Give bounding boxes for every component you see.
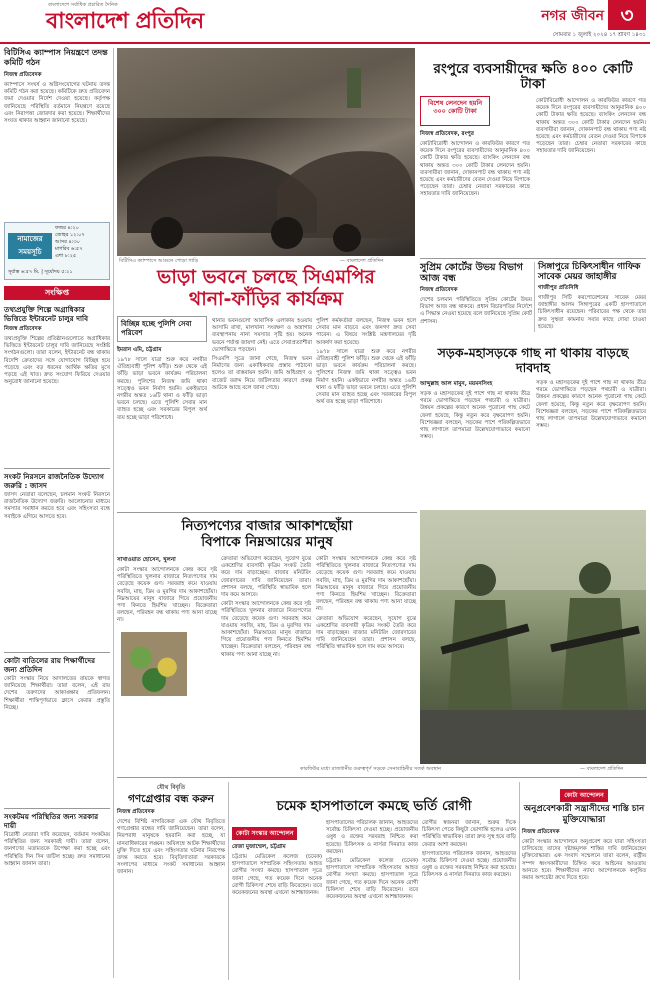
column-divider [113,48,114,978]
divider [117,777,647,778]
story-supreme-court [420,262,532,326]
body-text: চট্টগ্রাম মেডিকেল কলেজ (চমেক) হাসপাতালে সাম্প্রতিক সহিংসতায় আহত রোগীর সংখ্যা কমছে। হাসপাতাল সূত্রে জানা গেছে, গত কয়েক দিনে অনেক রোগী চিকিৎসা শেষে বাড়ি ফিরেছেন। তবে কয়েকজনের অবস্থা এখনো আশঙ্কাজনক। [326,858,418,901]
story-joint-statement [117,782,225,877]
subhead: বিশেষ লেনদেন হয়নি ৩০০ কোটি টাকা [427,99,483,115]
body-text: বিরোধী নেতারা দাবি করেছেন, বর্তমান সংকটময় পরিস্থিতির জন্য সরকারই দায়ী। তারা বলেন, জনগণের মতামতকে উপেক্ষা করা হচ্ছে এবং পরিস্থিতি দিন দিন জটিল হচ্ছে। দ্রুত সমাধানের আহ্বান জানান তারা। [4,832,110,867]
body-text: ১৯৭৮ সালে যাত্রা শুরু করে নগরীর ঐতিহ্যবাহী পুলিশ ফাঁড়ি। শুরু থেকে এই ফাঁড়ি ভাড়া ভবনে কার্যক্রম পরিচালনা করছে। পুলিশের নিজস্ব জমি থাকা সত্ত্বেও ভবন নির্মাণ হয়নি। একইভাবে নগরীর অন্তত ১৬টি থানা ও ফাঁড়ি ভাড়া ভবনে চলছে। এতে পুলিশি সেবার মান ব্যাহত হচ্ছে এবং সরকারের বিপুল অর্থ ব্যয় হচ্ছে ভাড়া পরিশোধে। [316,348,416,406]
hospital-col3 [422,820,516,880]
story-btcsa [4,48,110,125]
kicker: কোটা সংস্কার আন্দোলন [232,827,297,840]
body-text: পুলিশ কর্মকর্তারা বলছেন, নিজস্ব ভবন হলে সেবার মান বাড়বে এবং জনগণ দ্রুত সেবা পাবেন। এ বিষয়ে সংশ্লিষ্ট মন্ত্রণালয়ের দৃষ্টি আকর্ষণ করা হয়েছে। [316,318,416,346]
photo-illustration [420,510,646,764]
body-text: কোটা সংস্কার আন্দোলনে অনুপ্রবেশ করে যারা সহিংসতা চালিয়েছে তাদের দৃষ্টান্তমূলক শাস্তির দাবি জানিয়েছেন মুক্তিযোদ্ধারা। এক সংবাদ সম্মেলনে তারা বলেন, রাষ্ট্রীয় সম্পদ ধ্বংসকারীদের চিহ্নিত করে আইনের আওতায় আনতে হবে। শিক্ষার্থীদের ন্যায্য আন্দোলনকে কলুষিত করার অপচেষ্টা রুখে দিতে হবে। [522,839,646,882]
body-text: গাজীপুর সিটি করপোরেশনের সাবেক মেয়র জাহাঙ্গীর আলম সিঙ্গাপুরের একটি হাসপাতালে চিকিৎসাধীন রয়েছেন। পরিবারের পক্ষ থেকে তার দ্রুত সুস্থতা কামনায় সবার কাছে দোয়া চাওয়া হয়েছে। [538,295,646,330]
story-hospital-headline [232,798,516,814]
divider [117,512,417,513]
headline-line2: বিপাকে নিম্নআয়ের মানুষ [201,534,333,550]
subhead-box [420,96,490,126]
cmp-highlight-box [117,316,207,342]
headline: গণগ্রেপ্তার বন্ধ করুন [128,793,214,805]
headline-line1: নিত্যপণ্যের বাজার আকাশছোঁয়া [181,518,353,534]
story-cmp-headline [117,266,415,310]
headline: সংকটময় পরিস্থিতির জন্য সরকার দায়ী [4,812,99,830]
body-text: তথ্যপ্রযুক্তি শিল্পের প্রতিষ্ঠানগুলোতে অগ্রাধিকার ভিত্তিতে ইন্টারনেট চালুর দাবি জানিয়েছে সংশ্লিষ্ট সংগঠনগুলো। তারা বলেন, ইন্টারনেট বন্ধ থাকায় বিদেশি ক্রেতাদের সঙ্গে যোগাযোগ বিচ্ছিন্ন হয়ে পড়েছে এবং বড় ধরনের আর্থিক ক্ষতির মুখে পড়ছে এই খাত। দ্রুত সংযোগ ফিরিয়ে দেওয়ার অনুরোধ জানানো হয়েছে। [4,336,110,386]
market-col1 [117,556,217,625]
brief-crisis [4,812,110,868]
byline: নিজস্ব প্রতিবেদক [117,809,155,815]
soldiers-photo [420,510,646,764]
photo-illustration [117,48,415,256]
photo-caption: বিটিসিএ ক্যাম্পাসে আগুনে পোড়া গাড়ি [119,258,199,264]
tree-col2 [536,380,646,430]
headline-line2: থানা-ফাঁড়ির কার্যক্রম [188,288,344,310]
body-text: কোটাবিরোধী আন্দোলন ও কারফিউর কারণে গত কয়েক দিনে রংপুরের ব্যবসায়ীদের আনুমানিক ৪০০ কোটি টাকার ক্ষতি হয়েছে। ব্যাংকিং লেনদেন বন্ধ থাকায় অন্তত ৩০০ কোটি টাকার লেনদেন হয়নি। ব্যবসায়ীরা জানান, দোকানপাট বন্ধ থাকায় পণ্য নষ্ট হয়েছে এবং কর্মচারীদের বেতন দেওয়া নিয়ে বিপাকে পড়েছেন তারা। চেম্বার নেতারা সরকারের কাছে সহায়তার দাবি জানিয়েছেন। [420,141,530,198]
body-text: জাসদ নেতারা বলেছেন, চলমান সংকট নিরসনে রাজনৈতিক উদ্যোগ জরুরি। আলোচনার মাধ্যমে সমস্যার সমাধান করতে হবে এবং সহিংসতা বন্ধে সবাইকে এগিয়ে আসতে হবে। [4,492,110,520]
body-text: রোগীর স্বজনরা জানান, শুরুর দিকে চিকিৎসা পেতে কিছুটা ভোগান্তি হলেও এখন পরিস্থিতি স্বাভাবিক। তারা দ্রুত সুস্থ হয়ে বাড়ি ফেরার আশা করছেন। [422,820,516,848]
kicker: যৌথ বিবৃতি [156,784,186,791]
headline: রংপুরে ব্যবসায়ীদের ক্ষতি ৪০০ কোটি টাকা [433,61,633,92]
byline: রেজা মুজাম্মেল, চট্টগ্রাম [232,844,286,850]
prayer-table [55,225,85,260]
prayer-label: নামাজের সময়সূচি [8,233,52,259]
body-text: ক্রেতারা অভিযোগ করেছেন, সুযোগ বুঝে একশ্রেণির ব্যবসায়ী কৃত্রিম সংকট তৈরি করে দাম বাড়াচ্ছেন। বাজার মনিটরিং জোরদারের দাবি জানিয়েছেন তারা। প্রশাসন বলছে, পরিস্থিতি স্বাভাবিক হলে দাম কমে আসবে। [221,556,311,599]
section-name: নগর জীবন [541,8,604,24]
byline: আব্দুল্লাহ আল মামুন, ময়মনসিংহ [420,381,493,387]
byline: সাখাওয়াত হোসেন, খুলনা [117,557,176,563]
brief-ict [4,305,110,386]
cmp-col1 [117,346,207,422]
kicker: কোটা আন্দোলন [560,789,608,802]
headline: তথ্যপ্রযুক্তি শিল্পে অগ্রাধিকার ভিত্তিতে ইন্টারনেট চালুর দাবি [4,305,89,323]
body-text: ১৯৭৮ সালে যাত্রা শুরু করে নগরীর ঐতিহ্যবাহী পুলিশ ফাঁড়ি। শুরু থেকে এই ফাঁড়ি ভাড়া ভবনে কার্যক্রম পরিচালনা করছে। পুলিশের নিজস্ব জমি থাকা সত্ত্বেও ভবন নির্মাণ হয়নি। একইভাবে নগরীর অন্তত ১৬টি থানা ও ফাঁড়ি ভাড়া ভবনে চলছে। এতে পুলিশি সেবার মান ব্যাহত হচ্ছে এবং সরকারের বিপুল অর্থ ব্যয় হচ্ছে ভাড়া পরিশোধে। [117,357,207,421]
headline: কোটা বাতিলের রায় শিক্ষার্থীদের জন্য প্রতিদিন [4,656,96,674]
byline: নিজস্ব প্রতিবেদক [4,326,42,332]
masthead [0,0,650,44]
body-text: সড়ক ও মহাসড়কের দুই পাশে গাছ না থাকায় তীব্র গরমে ভোগান্তিতে পড়ছেন পথচারী ও যাত্রীরা। উন্নয়ন প্রকল্পের কারণে অনেক পুরোনো গাছ কেটে ফেলা হয়েছে, কিন্তু নতুন করে বৃক্ষরোপণ হয়নি। বিশেষজ্ঞরা বলছেন, সড়কের পাশে পরিকল্পিতভাবে গাছ লাগালে তাপমাত্রা উল্লেখযোগ্যভাবে কমানো সম্ভব। [536,380,646,430]
body-text: কোটা সংস্কার আন্দোলনকে কেন্দ্র করে সৃষ্ট পরিস্থিতিতে খুলনার বাজারে নিত্যপণ্যের দাম বেড়েছে কয়েক গুণ। সরবরাহ কমে যাওয়ায় সবজি, মাছ, ডিম ও মুরগির দাম আকাশছোঁয়া। নিম্নআয়ের মানুষ বাজারে গিয়ে প্রয়োজনীয় পণ্য কিনতে হিমশিম খাচ্ছেন। বিক্রেতারা বলছেন, পরিবহন বন্ধ থাকায় পণ্য আনা যাচ্ছে না। [316,556,416,613]
body-text: হাসপাতালের পরিচালক জানান, আহতদের সর্বোচ্চ চিকিৎসা দেওয়া হচ্ছে। প্রয়োজনীয় ওষুধ ও রক্তের সরবরাহ নিশ্চিত করা হয়েছে। চিকিৎসক ও নার্সরা দিনরাত কাজ করছেন। [422,850,516,879]
byline: নিজস্ব প্রতিবেদক, রংপুর [420,131,474,137]
prayer-schedule [4,222,110,280]
headline: অনুপ্রবেশকারী সন্ত্রাসীদের শাস্তি চান মুক্তিযোদ্ধারা [523,804,645,825]
vegetables-photo [121,632,187,696]
story-rangpur-col1 [420,130,530,199]
byline: গাজীপুর প্রতিনিধি [538,285,579,291]
dateline: সোমবার ১ জুলাই ২০২৪ ১৭ শ্রাবণ ১৪৩১ [552,32,646,38]
column-divider [228,782,229,980]
story-singapore [538,262,646,331]
body-text: দেশের চলমান পরিস্থিতিতে সুপ্রিম কোর্টের উভয় বিভাগ আজ বন্ধ থাকবে। প্রধান বিচারপতির নির্দেশে এ সিদ্ধান্ত নেওয়া হয়েছে বলে জানিয়েছে সুপ্রিম কোর্ট প্রশাসন। [420,297,532,325]
hospital-col1 [232,820,322,897]
headline: বিটিসিএ ক্যাম্পাস নিয়ন্ত্রণে তদন্ত কমিটি গঠন [4,48,108,67]
body-text: সিএমপি সূত্রে জানা গেছে, নিজস্ব ভবন নির্মাণের জন্য একাধিকবার প্রস্তাব পাঠানো হলেও তা বাস্তবায়ন হয়নি। জমি অধিগ্রহণ ও বাজেট বরাদ্দ নিয়ে জটিলতার কারণে প্রকল্প আটকে আছে বলে জানা গেছে। [212,356,312,391]
headline: চমেক হাসপাতালে কমছে ভর্তি রোগী [276,798,472,814]
story-freedom-fighters [522,782,646,882]
brief-quota-verdict [4,656,110,712]
prayer-footnote: সূর্যাস্ত ৬:৫৭ মি. | সূর্যোদয় ৫:২১ [8,269,73,275]
body-text: ক্যাম্পাসে সংঘর্ষ ও অগ্নিসংযোগের ঘটনায় তদন্ত কমিটি গঠন করা হয়েছে। কমিটিকে দ্রুত প্রতিবেদন জমা দেওয়ার নির্দেশ দেওয়া হয়েছে। কর্তৃপক্ষ জানিয়েছে পরিস্থিতি বর্তমানে নিয়ন্ত্রণে রয়েছে এবং নিরাপত্তা জোরদার করা হয়েছে। শিক্ষার্থীদের সংযত থাকার আহ্বান জানানো হয়েছে। [4,82,110,125]
headline: সংকট নিরসনে রাজনৈতিক উদ্যোগ জরুরি : জাসদ [4,472,104,490]
cmp-col2 [212,318,312,392]
page-number: ৩ [608,0,646,30]
byline: নিজস্ব প্রতিবেদক [522,829,560,835]
headline: সিঙ্গাপুরে চিকিৎসাধীন গাফিক সাবেক মেয়র জাহাঙ্গীর [538,262,641,282]
prayer-row: ফজর ৪:২০ [55,225,79,231]
body-text: কোটা সংস্কার আন্দোলনকে কেন্দ্র করে সৃষ্ট পরিস্থিতিতে খুলনার বাজারে নিত্যপণ্যের দাম বেড়েছে কয়েক গুণ। সরবরাহ কমে যাওয়ায় সবজি, মাছ, ডিম ও মুরগির দাম আকাশছোঁয়া। নিম্নআয়ের মানুষ বাজারে গিয়ে প্রয়োজনীয় পণ্য কিনতে হিমশিম খাচ্ছেন। বিক্রেতারা বলছেন, পরিবহন বন্ধ থাকায় পণ্য আনা যাচ্ছে না। [221,601,311,658]
body-text: হাসপাতালের পরিচালক জানান, আহতদের সর্বোচ্চ চিকিৎসা দেওয়া হচ্ছে। প্রয়োজনীয় ওষুধ ও রক্তের সরবরাহ নিশ্চিত করা হয়েছে। চিকিৎসক ও নার্সরা দিনরাত কাজ করছেন। [326,820,418,855]
divider [4,652,110,653]
burnt-cars-photo [117,48,415,256]
divider [4,808,110,809]
market-col2 [221,556,311,659]
market-col3 [316,556,416,652]
byline: ইমরান এমি, চট্টগ্রাম [117,347,162,353]
section-label-brief: সংক্ষিপ্ত [4,286,110,300]
body-text: কোটা সংস্কার নিয়ে আদালতের রায়কে স্বাগত জানিয়েছে শিক্ষার্থীরা। তারা বলেন, এই রায় দেশের তরুণদের আকাঙ্ক্ষার প্রতিফলন। শিক্ষার্থীরা শান্তিপূর্ণভাবে ক্লাসে ফেরার প্রস্তুতি নিচ্ছে। [4,676,110,711]
brand-logo: বাংলাদেশ প্রতিদিন [46,9,204,34]
photo-caption: কারফিউর মধ্যে রাজধানীর গুরুত্বপূর্ণ সড়কে সেনাবাহিনীর সতর্ক অবস্থান [300,766,441,772]
photo-credit: — বাংলাদেশ প্রতিদিন [580,766,624,772]
headline: সড়ক-মহাসড়কে গাছ না থাকায় বাড়ছে দাবদাহ [437,345,629,375]
brand-tagline: বাংলাদেশে সর্বাধিক প্রচারিত দৈনিক [48,2,118,8]
headline: সুপ্রিম কোর্টের উভয় বিভাগ আজ বন্ধ [420,262,523,284]
byline: নিজস্ব প্রতিবেদক [4,72,42,78]
body-text: চট্টগ্রাম মেডিকেল কলেজ (চমেক) হাসপাতালে সাম্প্রতিক সহিংসতায় আহত রোগীর সংখ্যা কমছে। হাসপাতাল সূত্রে জানা গেছে, গত কয়েক দিনে অনেক রোগী চিকিৎসা শেষে বাড়ি ফিরেছেন। তবে কয়েকজনের অবস্থা এখনো আশঙ্কাজনক। [232,854,322,897]
prayer-row: আসর ৪:৩০ [55,239,80,245]
story-tree [420,345,646,375]
highlight-text: বিচ্ছিন্ন হচ্ছে পুলিশি সেবা পরিবেশ [121,320,192,337]
tree-col1 [420,380,530,441]
brief-jasad [4,472,110,521]
divider [4,468,110,469]
body-text: কোটা সংস্কার আন্দোলনকে কেন্দ্র করে সৃষ্ট পরিস্থিতিতে খুলনার বাজারে নিত্যপণ্যের দাম বেড়েছে কয়েক গুণ। সরবরাহ কমে যাওয়ায় সবজি, মাছ, ডিম ও মুরগির দাম আকাশছোঁয়া। নিম্নআয়ের মানুষ বাজারে গিয়ে প্রয়োজনীয় পণ্য কিনতে হিমশিম খাচ্ছেন। বিক্রেতারা বলছেন, পরিবহন বন্ধ থাকায় পণ্য আনা যাচ্ছে না। [117,567,217,624]
headline-line1: ভাড়া ভবনে চলছে সিএমপির [157,266,375,288]
body-text: কোটাবিরোধী আন্দোলন ও কারফিউর কারণে গত কয়েক দিনে রংপুরের ব্যবসায়ীদের আনুমানিক ৪০০ কোটি টাকার ক্ষতি হয়েছে। ব্যাংকিং লেনদেন বন্ধ থাকায় অন্তত ৩০০ কোটি টাকার লেনদেন হয়নি। ব্যবসায়ীরা জানান, দোকানপাট বন্ধ থাকায় পণ্য নষ্ট হয়েছে এবং কর্মচারীদের বেতন দেওয়া নিয়ে বিপাকে পড়েছেন তারা। চেম্বার নেতারা সরকারের কাছে সহায়তার দাবি জানিয়েছেন। [536,98,646,155]
body-text: দেশের বিশিষ্ট নাগরিকেরা এক যৌথ বিবৃতিতে গণগ্রেপ্তার বন্ধের দাবি জানিয়েছেন। তারা বলেন, নিরপরাধ মানুষকে হয়রানি করা হচ্ছে, যা মানবাধিকারের লঙ্ঘন। অবিলম্বে আটক শিক্ষার্থীদের মুক্তি দিতে হবে এবং সহিংসতার ঘটনার নিরপেক্ষ তদন্ত করতে হবে। বিবৃতিদাতারা সরকারকে সংলাপের মাধ্যমে সংকট সমাধানের আহ্বান জানান। [117,819,225,876]
story-market-headline [117,518,417,550]
column-divider [519,782,520,980]
prayer-row: জোহর ১২:০৭ [55,232,85,238]
cmp-col3 [316,318,416,406]
body-text: সড়ক ও মহাসড়কের দুই পাশে গাছ না থাকায় তীব্র গরমে ভোগান্তিতে পড়ছেন পথচারী ও যাত্রীরা। উন্নয়ন প্রকল্পের কারণে অনেক পুরোনো গাছ কেটে ফেলা হয়েছে, কিন্তু নতুন করে বৃক্ষরোপণ হয়নি। বিশেষজ্ঞরা বলছেন, সড়কের পাশে পরিকল্পিতভাবে গাছ লাগালে তাপমাত্রা উল্লেখযোগ্যভাবে কমানো সম্ভব। [420,391,530,441]
story-rangpur [420,62,646,92]
prayer-row: মাগরিব ৬:৫৭ [55,246,83,252]
divider [420,258,646,259]
column-divider [534,262,535,332]
body-text: থানার ভবনগুলো আবাসিক এলাকায় হওয়ায় আসামি রাখা, মালখানা সংরক্ষণ ও অস্ত্রাগার ব্যবস্থাপনায় নানা সমস্যার সৃষ্টি হয়। অনেক ভবনে পর্যাপ্ত জায়গা নেই। এতে সেবাপ্রত্যাশীরা ভোগান্তিতে পড়ছেন। [212,318,312,353]
photo-credit: — বাংলাদেশ প্রতিদিন [340,258,384,264]
hospital-col2 [326,820,418,901]
body-text: ক্রেতারা অভিযোগ করেছেন, সুযোগ বুঝে একশ্রেণির ব্যবসায়ী কৃত্রিম সংকট তৈরি করে দাম বাড়াচ্ছেন। বাজার মনিটরিং জোরদারের দাবি জানিয়েছেন তারা। প্রশাসন বলছে, পরিস্থিতি স্বাভাবিক হলে দাম কমে আসবে। [316,615,416,651]
prayer-row: এশা ৮:২৫ [55,253,77,259]
story-rangpur-col2 [536,98,646,156]
byline: নিজস্ব প্রতিবেদক [420,287,458,293]
